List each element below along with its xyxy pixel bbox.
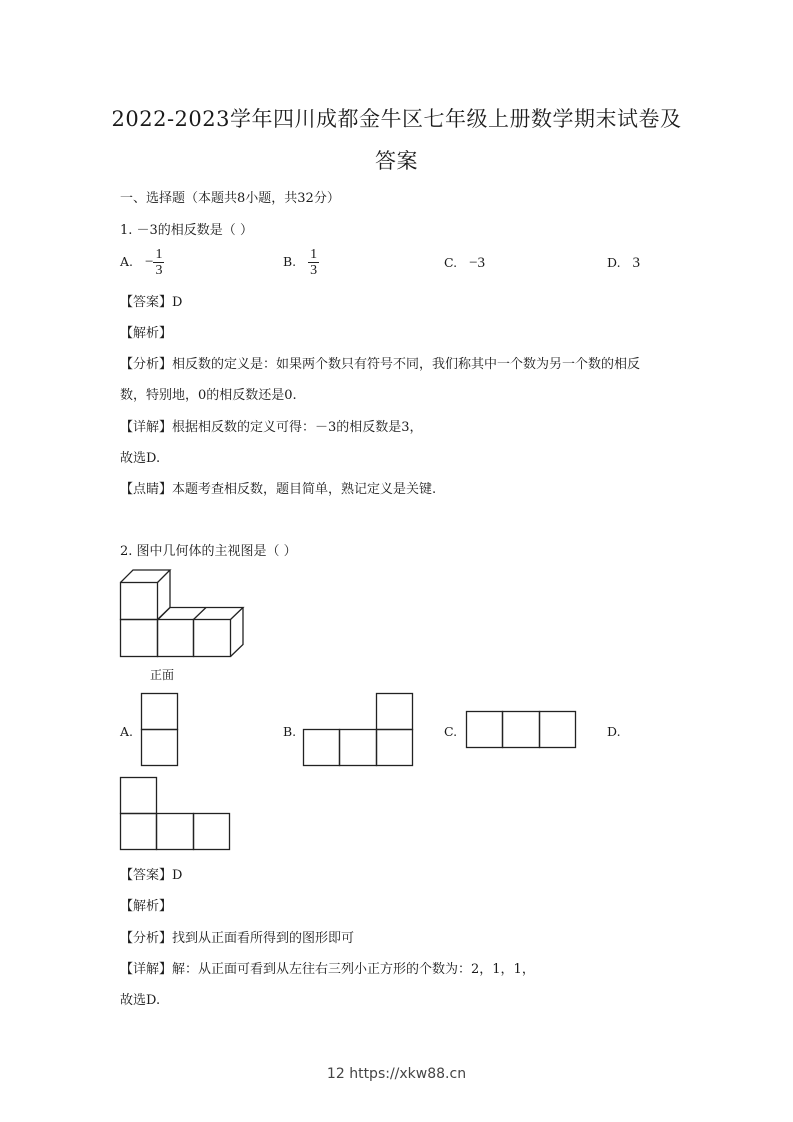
q1-analysis-line1: 【分析】相反数的定义是：如果两个数只有符号不同，我们称其中一个数为另一个数的相反 [120, 357, 641, 372]
q2-option-d-label: D. [607, 724, 621, 739]
fraction: $\frac{1}{3}$ [310, 247, 318, 278]
option-value: 3 [632, 255, 641, 271]
q2-option-b-label: B. [283, 724, 297, 739]
page-number: 12 [326, 1066, 345, 1082]
q2-choice: 故选D. [120, 993, 161, 1008]
document-title-line1: 2022-2023学年四川成都金牛区七年级上册数学期末试卷及 [111, 107, 682, 131]
q1-analysis-line2: 数，特别地，0的相反数还是0. [120, 388, 297, 403]
option-value: −3 [469, 255, 486, 271]
q2-analysis-heading: 【解析】 [120, 899, 173, 914]
option-label: D. [607, 255, 621, 270]
document-title-line2: 答案 [375, 149, 418, 173]
q1-choice: 故选D. [120, 451, 161, 466]
q2-detail: 【详解】解：从正面可看到从左往右三列小正方形的个数为：2，1，1， [120, 962, 535, 977]
q1-stem: 1. －3的相反数是（ ） [120, 223, 253, 238]
q1-analysis-heading: 【解析】 [120, 326, 173, 341]
q2-option-c-label: C. [444, 724, 458, 739]
q2-answer: 【答案】D [120, 868, 183, 883]
option-label: A. [120, 254, 134, 269]
q1-detail: 【详解】根据相反数的定义可得：－3的相反数是3， [120, 420, 423, 435]
option-label: C. [444, 255, 458, 270]
option-label: B. [283, 254, 297, 269]
q2-option-a-label: A. [120, 724, 134, 739]
section-heading: 一、选择题（本题共8小题，共32分） [120, 191, 340, 206]
fraction: $\frac{1}{3}$ [155, 247, 163, 278]
q2-stem: 2. 图中几何体的主视图是（ ） [120, 544, 297, 559]
page-footer [0, 1066, 793, 1082]
q2-analysis-line1: 【分析】找到从正面看所得到的图形即可 [120, 931, 355, 946]
q1-comment: 【点睛】本题考查相反数，题目简单，熟记定义是关键. [120, 482, 437, 497]
footer-link[interactable]: https://xkw88.cn [349, 1066, 467, 1082]
figure-caption-front: 正面 [150, 668, 175, 682]
minus-sign: − [145, 254, 154, 270]
q1-answer: 【答案】D [120, 295, 183, 310]
